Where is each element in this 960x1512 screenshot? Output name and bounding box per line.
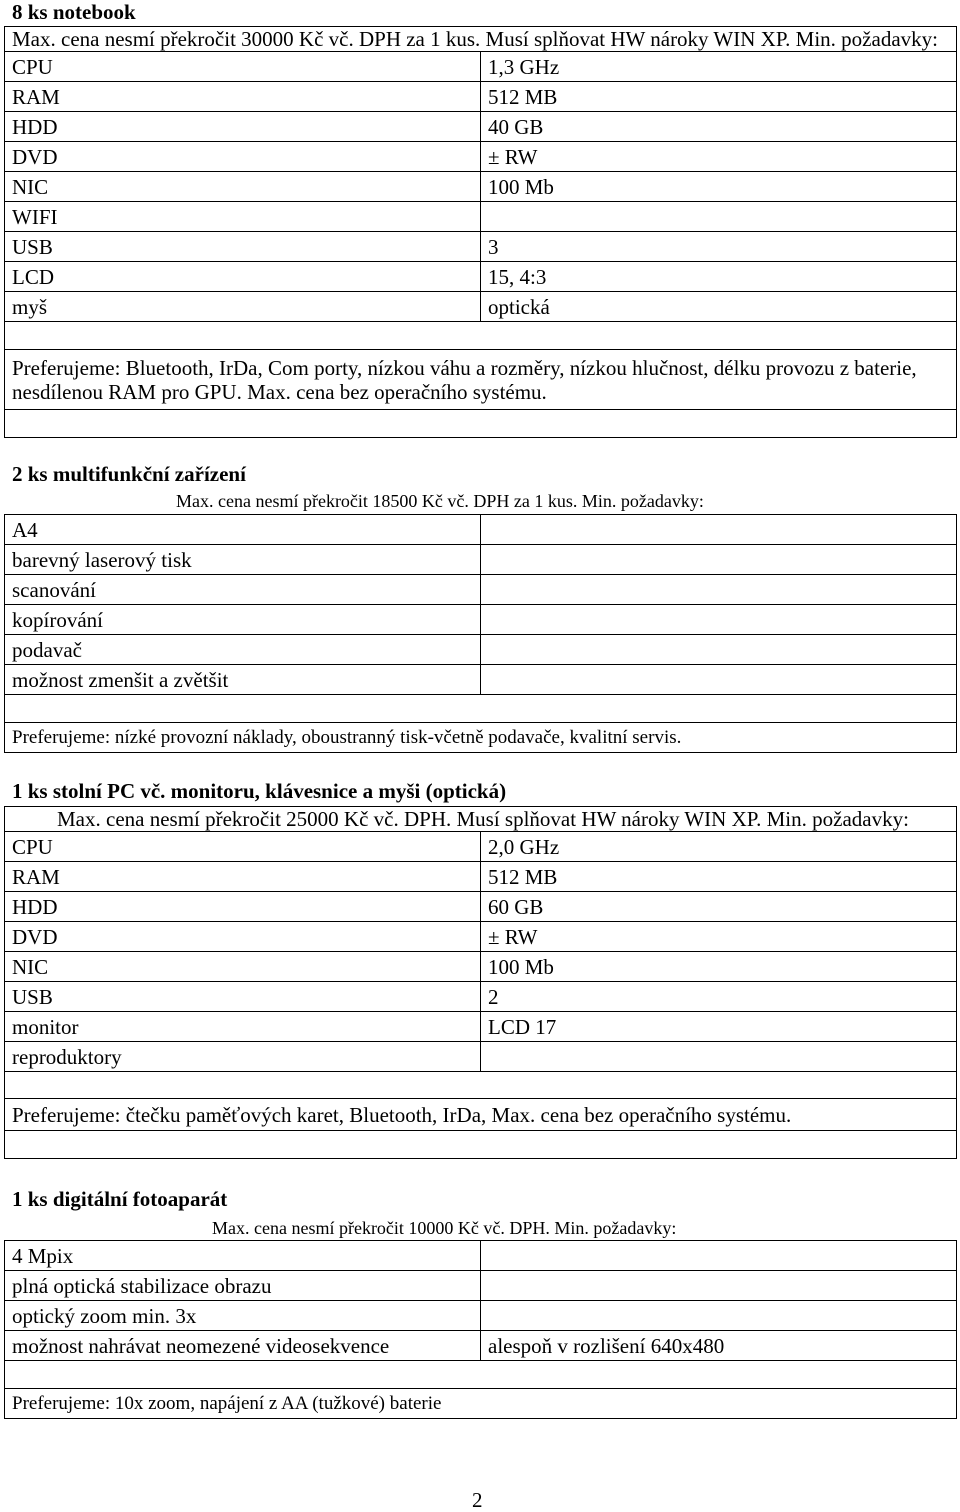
requirements-note: Max. cena nesmí překročit 30000 Kč vč. DPH za 1 kus. Musí splňovat HW nároky WIN XP. Min. požadavky: xyxy=(5,27,957,52)
spec-name: DVD xyxy=(5,142,481,172)
requirements-note: Max. cena nesmí překročit 10000 Kč vč. DPH. Min. požadavky: xyxy=(212,1218,677,1238)
spec-name: možnost zmenšit a zvětšit xyxy=(5,665,481,695)
spec-name: CPU xyxy=(5,832,481,862)
spec-name: možnost nahrávat neomezené videosekvence xyxy=(5,1331,481,1361)
spec-value: optická xyxy=(481,292,957,322)
spec-value: ± RW xyxy=(481,142,957,172)
section-title-notebook: 8 ks notebook xyxy=(12,0,136,24)
spec-value: 512 MB xyxy=(481,862,957,892)
spec-name: reproduktory xyxy=(5,1042,481,1072)
spec-name: plná optická stabilizace obrazu xyxy=(5,1271,481,1301)
spec-name: podavač xyxy=(5,635,481,665)
spec-name: HDD xyxy=(5,112,481,142)
spec-value: 100 Mb xyxy=(481,172,957,202)
empty-row xyxy=(5,410,957,438)
section-title-mfp: 2 ks multifunkční zařízení xyxy=(12,462,246,486)
spec-value: 512 MB xyxy=(481,82,957,112)
spec-value: 15, 4:3 xyxy=(481,262,957,292)
preferences-note: Preferujeme: Bluetooth, IrDa, Com porty, nízkou váhu a rozměry, nízkou hlučnost, délku provozu z baterie, nesdílenou RAM pro GPU. Max. cena bez operačního systému. xyxy=(5,350,957,410)
spec-name: monitor xyxy=(5,1012,481,1042)
spec-name: RAM xyxy=(5,82,481,112)
spec-value xyxy=(481,202,957,232)
preferences-note: Preferujeme: čtečku paměťových karet, Bluetooth, IrDa, Max. cena bez operačního systému. xyxy=(5,1099,957,1131)
spec-value: alespoň v rozlišení 640x480 xyxy=(481,1331,957,1361)
empty-row xyxy=(5,1361,957,1389)
spec-name: A4 xyxy=(5,515,481,545)
spec-value: ± RW xyxy=(481,922,957,952)
spec-name: 4 Mpix xyxy=(5,1241,481,1271)
spec-value xyxy=(481,515,957,545)
requirements-note: Max. cena nesmí překročit 25000 Kč vč. DPH. Musí splňovat HW nároky WIN XP. Min. požadavky: xyxy=(5,807,957,832)
spec-table-camera xyxy=(4,1240,957,1419)
requirements-note: Max. cena nesmí překročit 18500 Kč vč. DPH za 1 kus. Min. požadavky: xyxy=(176,491,704,511)
spec-name: scanování xyxy=(5,575,481,605)
spec-value xyxy=(481,665,957,695)
spec-table-mfp xyxy=(4,514,957,753)
spec-name: CPU xyxy=(5,52,481,82)
spec-name: WIFI xyxy=(5,202,481,232)
spec-value xyxy=(481,605,957,635)
spec-value: 100 Mb xyxy=(481,952,957,982)
spec-name: optický zoom min. 3x xyxy=(5,1301,481,1331)
spec-table-desktop-pc xyxy=(4,806,957,1159)
spec-name: USB xyxy=(5,232,481,262)
spec-value xyxy=(481,1241,957,1271)
spec-value: 2 xyxy=(481,982,957,1012)
spec-name: NIC xyxy=(5,952,481,982)
spec-name: NIC xyxy=(5,172,481,202)
spec-name: DVD xyxy=(5,922,481,952)
spec-value: 40 GB xyxy=(481,112,957,142)
section-title-desktop-pc: 1 ks stolní PC vč. monitoru, klávesnice a myši (optická) xyxy=(12,779,507,803)
spec-value xyxy=(481,575,957,605)
spec-value: 2,0 GHz xyxy=(481,832,957,862)
spec-table-notebook xyxy=(4,26,957,438)
spec-value: 60 GB xyxy=(481,892,957,922)
section-title-camera: 1 ks digitální fotoaparát xyxy=(12,1187,228,1211)
spec-value xyxy=(481,1271,957,1301)
empty-row xyxy=(5,1072,957,1099)
spec-value xyxy=(481,1301,957,1331)
spec-name: myš xyxy=(5,292,481,322)
spec-value xyxy=(481,635,957,665)
empty-row xyxy=(5,322,957,350)
preferences-note: Preferujeme: 10x zoom, napájení z AA (tužkové) baterie xyxy=(5,1389,957,1419)
page-number: 2 xyxy=(472,1488,483,1512)
spec-name: HDD xyxy=(5,892,481,922)
spec-name: RAM xyxy=(5,862,481,892)
preferences-note: Preferujeme: nízké provozní náklady, oboustranný tisk-včetně podavače, kvalitní servis. xyxy=(5,723,957,753)
spec-name: USB xyxy=(5,982,481,1012)
spec-name: kopírování xyxy=(5,605,481,635)
empty-row xyxy=(5,695,957,723)
spec-value xyxy=(481,545,957,575)
spec-value: 1,3 GHz xyxy=(481,52,957,82)
empty-row xyxy=(5,1131,957,1159)
spec-value xyxy=(481,1042,957,1072)
spec-value: 3 xyxy=(481,232,957,262)
spec-value: LCD 17 xyxy=(481,1012,957,1042)
spec-name: LCD xyxy=(5,262,481,292)
spec-name: barevný laserový tisk xyxy=(5,545,481,575)
